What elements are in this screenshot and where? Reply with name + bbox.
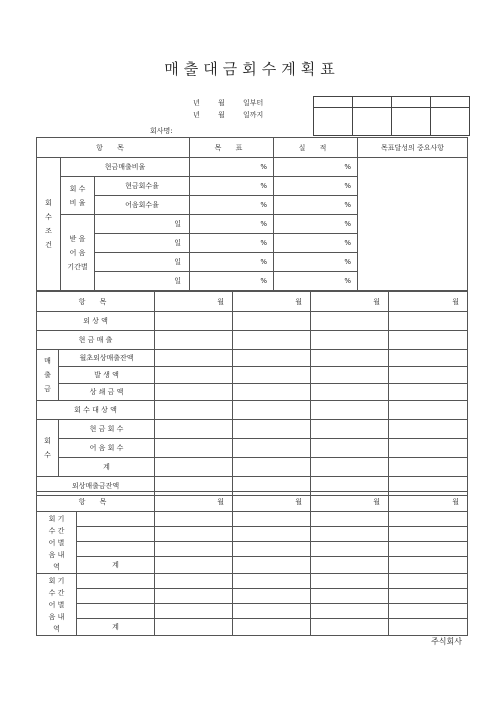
offset-amount-label: 상 쇄 금 액: [59, 384, 155, 401]
period-to-month: 월: [218, 111, 225, 119]
percent-cell: %: [190, 158, 274, 177]
month-header: 월: [389, 492, 468, 512]
percent-cell: %: [274, 196, 358, 215]
s1-header-notes: 목표달성의 중요사항: [358, 138, 468, 158]
note-collection-by-term-table: [36, 491, 468, 636]
period-from-suffix: 일부터: [243, 99, 264, 107]
percent-cell: %: [190, 234, 274, 253]
cash-sales-ratio-label: 현금매출비율: [61, 158, 190, 177]
s1-header-item: 항 목: [37, 138, 190, 158]
collection-group-label: 회 수: [37, 420, 59, 477]
month-header: 월: [311, 492, 389, 512]
month-header: 월: [155, 292, 233, 312]
group1-subtotal-label: 계: [77, 557, 155, 574]
notes-cell[interactable]: [358, 158, 468, 291]
percent-cell: %: [274, 158, 358, 177]
period-to-year: 년: [193, 111, 200, 119]
s2-header-item: 항 목: [37, 292, 155, 312]
percent-cell: %: [190, 215, 274, 234]
percent-cell: %: [274, 272, 358, 291]
period-from-year: 년: [193, 99, 200, 107]
percent-cell: %: [274, 215, 358, 234]
note-recovery-rate-label: 어음회수율: [95, 196, 190, 215]
note-collection-label: 어 음 회 수: [59, 439, 155, 458]
collection-subtotal-label: 계: [59, 458, 155, 477]
month-header: 월: [311, 292, 389, 312]
group2-subtotal-label: 계: [77, 619, 155, 636]
month-header: 월: [389, 292, 468, 312]
approval-box: [313, 96, 470, 136]
company-name-label: 회사명:: [150, 127, 173, 135]
month-header: 월: [233, 492, 311, 512]
company-suffix: 주식회사: [431, 637, 462, 646]
note-term-label: 받 을 어 음 기간별: [61, 215, 95, 291]
s3-header-item: 항 목: [37, 492, 155, 512]
percent-cell: %: [190, 196, 274, 215]
percent-cell: %: [190, 272, 274, 291]
cash-recovery-rate-label: 현금회수율: [95, 177, 190, 196]
cash-sales-label: 현 금 매 출: [37, 331, 155, 350]
occurrence-amount-label: 발 생 액: [59, 367, 155, 384]
month-header: 월: [155, 492, 233, 512]
percent-cell: %: [274, 234, 358, 253]
day-cell: 일: [95, 272, 190, 291]
s1-header-target: 목 표: [190, 138, 274, 158]
period-to-suffix: 일까지: [243, 111, 264, 119]
percent-cell: %: [190, 253, 274, 272]
document-title: 매출대금회수계획표: [164, 60, 340, 78]
note-collection-by-term-group1-label: 회 기 수 간 어 별 음 내 역: [37, 512, 77, 574]
percent-cell: %: [274, 177, 358, 196]
recovery-conditions-table: [36, 137, 468, 291]
sales-amount-group-label: 매 출 금: [37, 350, 59, 401]
recovery-conditions-label: 회 수 조 건: [37, 158, 61, 291]
day-cell: 일: [95, 234, 190, 253]
percent-cell: %: [190, 177, 274, 196]
percent-cell: %: [274, 253, 358, 272]
day-cell: 일: [95, 253, 190, 272]
period-from-month: 월: [218, 99, 225, 107]
recovery-ratio-label: 회 수 비 율: [61, 177, 95, 215]
cash-collection-label: 현 금 회 수: [59, 420, 155, 439]
month-header: 월: [233, 292, 311, 312]
note-collection-by-term-group2-label: 회 기 수 간 어 별 음 내 역: [37, 574, 77, 636]
receivable-amount-label: 외 상 액: [37, 312, 155, 331]
s1-header-actual: 실 적: [274, 138, 358, 158]
ending-receivable-balance-label: 외상매출금잔액: [37, 477, 155, 496]
collectible-amount-label: 회 수 대 상 액: [37, 401, 155, 420]
opening-receivable-balance-label: 월초외상매출잔액: [59, 350, 155, 367]
sales-collection-table: [36, 291, 468, 496]
day-cell: 일: [95, 215, 190, 234]
